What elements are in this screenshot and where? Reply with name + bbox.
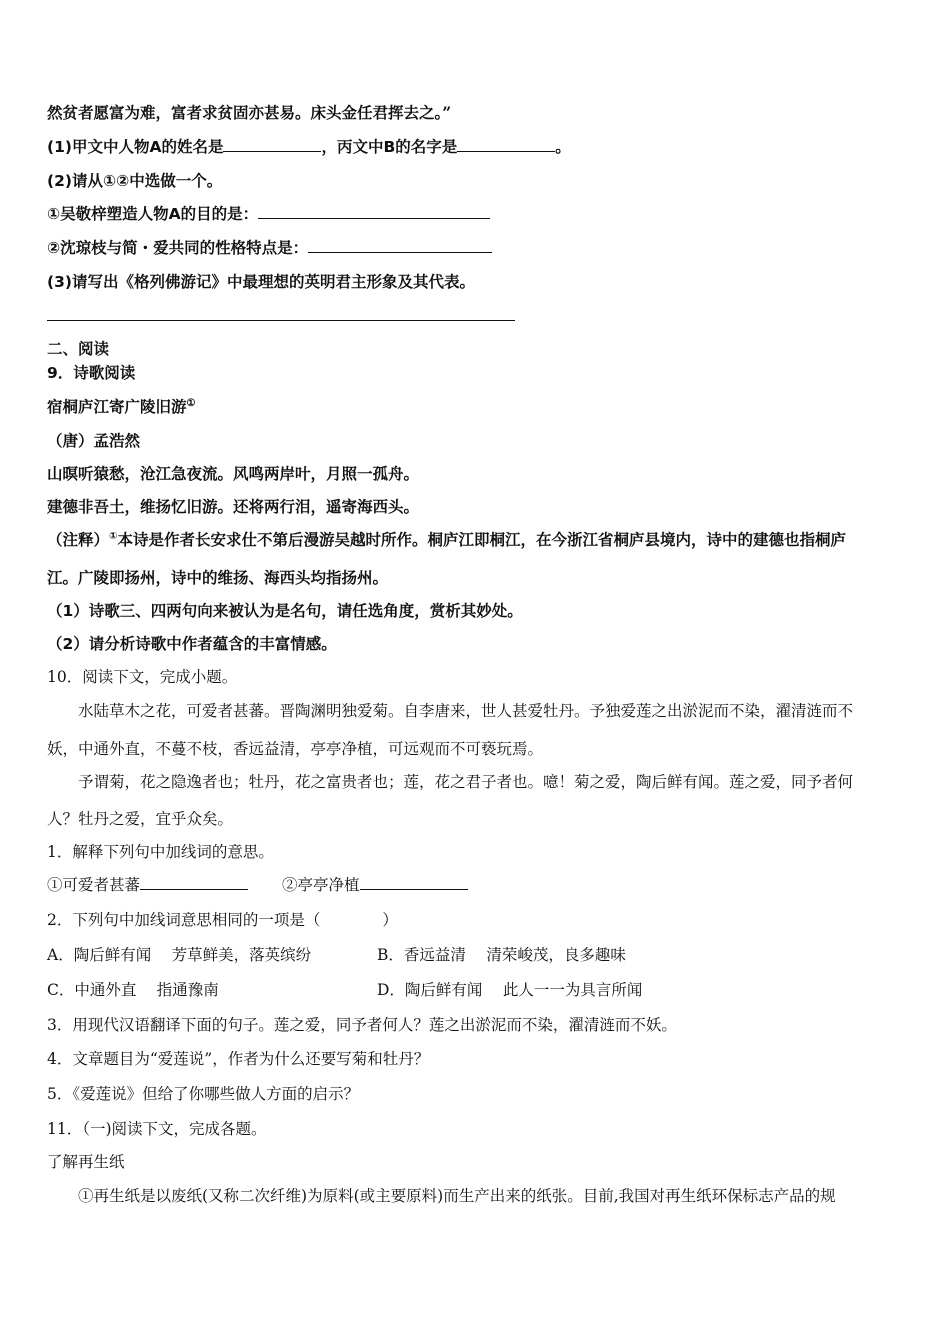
footnote-mark: ① bbox=[186, 397, 196, 409]
answer-blank[interactable] bbox=[360, 875, 468, 890]
option-b[interactable]: B．香远益清 清荣峻茂，良多趣味 bbox=[377, 946, 626, 964]
passage-line: 予谓菊，花之隐逸者也；牡丹，花之富贵者也；莲，花之君子者也。噫！菊之爱，陶后鲜有闻。莲之爱，同予者何 bbox=[78, 773, 854, 791]
option-a[interactable]: A．陶后鲜有闻 芳草鲜美，落英缤纷 bbox=[47, 946, 312, 964]
answer-blank[interactable] bbox=[258, 204, 490, 219]
poem-title-text: 宿桐庐江寄广陵旧游 bbox=[47, 397, 187, 416]
poem-author: （唐）孟浩然 bbox=[47, 431, 141, 450]
question-text: ②沈琼枝与简・爱共同的性格特点是： bbox=[47, 239, 309, 257]
sub-question-1: 1．解释下列句中加线词的意思。 bbox=[47, 843, 274, 861]
item-text: ①可爱者甚蕃 bbox=[47, 876, 141, 894]
question-3: (3)请写出《格列佛游记》中最理想的英明君主形象及其代表。 bbox=[47, 273, 475, 291]
note-label: （注释） bbox=[47, 531, 110, 549]
poem-line: 山暝听猿愁，沧江急夜流。风鸣两岸叶，月照一孤舟。 bbox=[47, 464, 420, 483]
question-9-2: （2）请分析诗歌中作者蕴含的丰富情感。 bbox=[47, 635, 337, 653]
passage-line: 人？牡丹之爱，宜乎众矣。 bbox=[47, 810, 234, 828]
question-1 bbox=[47, 137, 571, 157]
question-text: 2．下列句中加线词意思相同的一项是（ bbox=[47, 911, 321, 929]
answer-blank[interactable] bbox=[140, 875, 248, 890]
poem-title bbox=[47, 397, 195, 417]
question-text: ，丙文中B的名字是 bbox=[321, 138, 458, 156]
poem-note bbox=[47, 530, 846, 550]
footnote-mark: ① bbox=[109, 530, 118, 542]
passage-line: 妖，中通外直，不蔓不枝，香远益清，亭亭净植，可远观而不可亵玩焉。 bbox=[47, 740, 544, 758]
poem-note-continued: 江。广陵即扬州，诗中的维扬、海西头均指扬州。 bbox=[47, 569, 389, 587]
sub-question-3: 3．用现代汉语翻译下面的句子。莲之爱，同予者何人？莲之出淤泥而不染，濯清涟而不妖。 bbox=[47, 1016, 677, 1034]
sub-question-5: 5．《爱莲说》但给了你哪些做人方面的启示？ bbox=[47, 1085, 360, 1103]
question-text: ） bbox=[382, 911, 398, 929]
question-text: ①吴敬梓塑造人物A的目的是： bbox=[47, 205, 259, 223]
question-2-option-1 bbox=[47, 204, 490, 224]
answer-blank[interactable] bbox=[223, 137, 321, 152]
option-row bbox=[47, 945, 626, 965]
sub-question-1-items bbox=[47, 875, 468, 895]
option-row bbox=[47, 980, 642, 1000]
answer-blank[interactable] bbox=[308, 238, 492, 253]
sub-question-2 bbox=[47, 910, 398, 930]
article-title: 了解再生纸 bbox=[47, 1153, 125, 1171]
item-text: ②亭亭净植 bbox=[282, 876, 360, 894]
question-text: (1)甲文中人物A的姓名是 bbox=[47, 138, 224, 156]
note-text: 本诗是作者长安求仕不第后漫游吴越时所作。桐庐江即桐江，在今浙江省桐庐县境内，诗中的建德也指桐庐 bbox=[117, 531, 846, 549]
answer-blank[interactable] bbox=[457, 137, 555, 152]
question-10-heading: 10．阅读下文，完成小题。 bbox=[47, 668, 238, 686]
section-heading: 二、阅读 bbox=[47, 340, 110, 358]
passage-line: 水陆草木之花，可爱者甚蕃。晋陶渊明独爱菊。自李唐来，世人甚爱牡丹。予独爱莲之出淤泥而不染，濯清涟而不 bbox=[78, 702, 854, 720]
question-9-1: （1）诗歌三、四两句向来被认为是名句，请任选角度，赏析其妙处。 bbox=[47, 602, 523, 620]
question-text: 。 bbox=[555, 138, 571, 156]
question-9-heading: 9．诗歌阅读 bbox=[47, 364, 136, 382]
sub-question-4: 4．文章题目为“爱莲说”，作者为什么还要写菊和牡丹？ bbox=[47, 1050, 430, 1068]
question-2: (2)请从①②中选做一个。 bbox=[47, 172, 223, 190]
article-paragraph: ①再生纸是以废纸(又称二次纤维)为原料(或主要原料)而生产出来的纸张。目前,我国对再生纸环保标志产品的规 bbox=[78, 1187, 836, 1205]
question-11-heading: 11．（一)阅读下文，完成各题。 bbox=[47, 1120, 267, 1138]
poem-line: 建德非吾土，维扬忆旧游。还将两行泪，遥寄海西头。 bbox=[47, 497, 420, 516]
answer-line[interactable] bbox=[47, 320, 515, 321]
option-d[interactable]: D．陶后鲜有闻 此人一一为具言所闻 bbox=[377, 981, 643, 999]
option-c[interactable]: C．中通外直 指通豫南 bbox=[47, 981, 219, 999]
question-2-option-2 bbox=[47, 238, 492, 258]
text-line: 然贫者愿富为难，富者求贫固亦甚易。床头金任君挥去之。” bbox=[47, 103, 452, 122]
